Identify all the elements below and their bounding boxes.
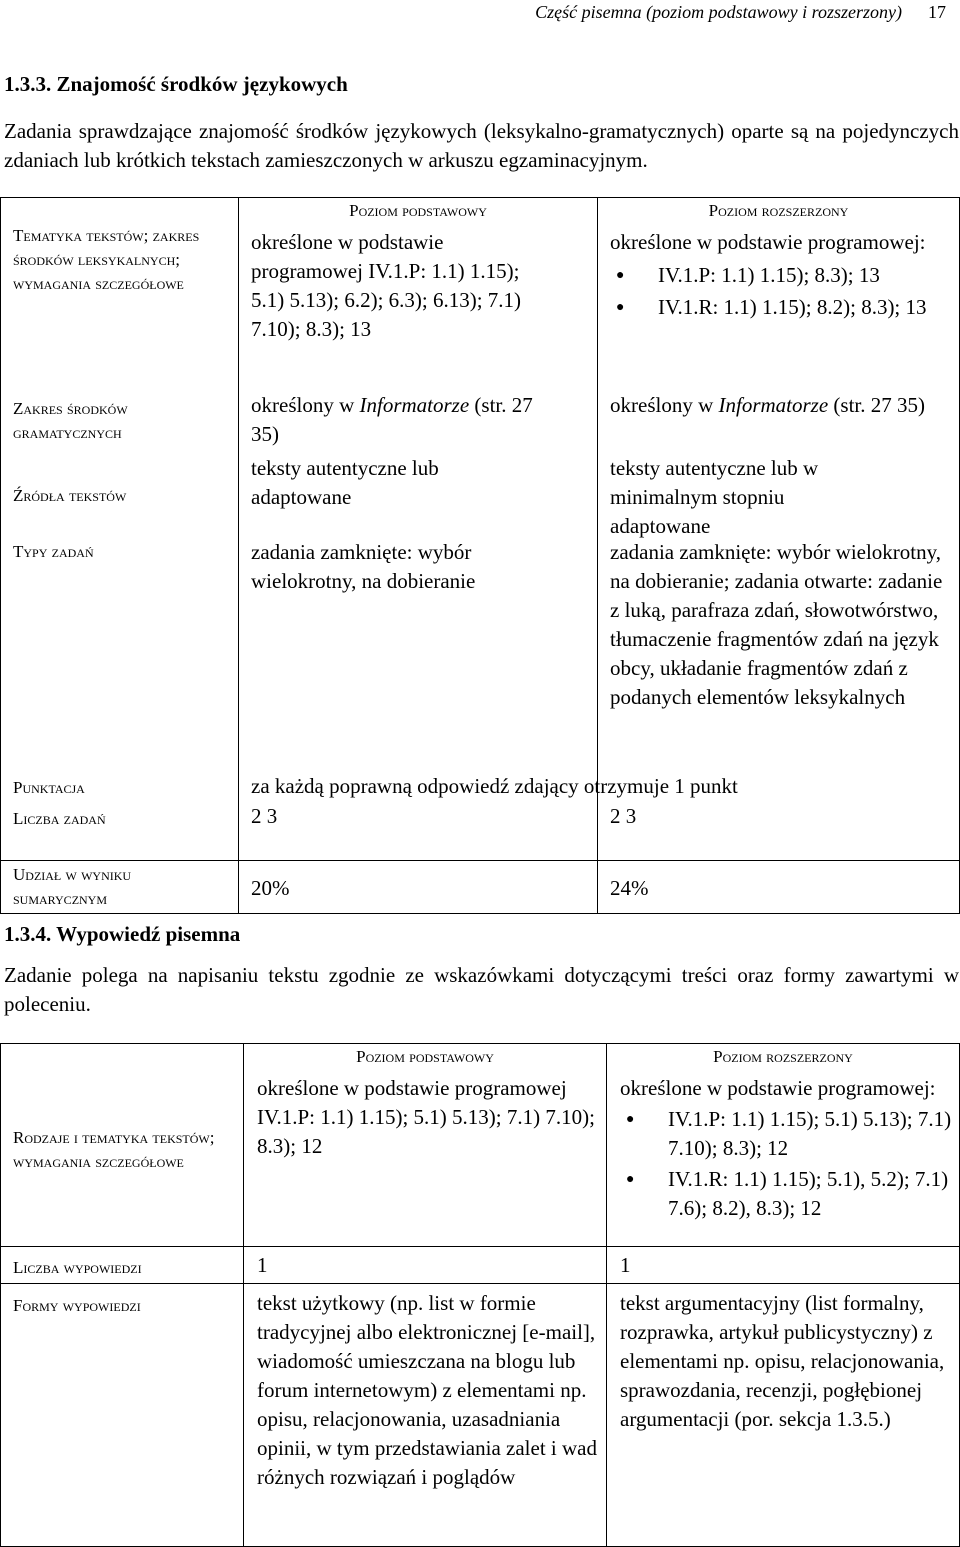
ext-tematyka-item: ● IV.1.P: 1.1) 1.15); 8.3); 13 xyxy=(610,261,950,290)
language-means-table xyxy=(0,197,960,914)
ext-zrodla: teksty autentyczne lub w minimalnym stopniu adaptowane xyxy=(610,456,819,538)
section-intro-1: Zadania sprawdzające znajomość środków językowych (leksykalno-gramatycznych) oparte są na pojedynczych zdaniach lub krótkich tekstach zamieszczonych w arkuszu egzaminacyjnym. xyxy=(4,119,959,172)
ext-typy: zadania zamknięte: wybór wielokrotny, na dobieranie; zadania otwarte: zadanie z luką, parafraza zdań, słowotwórstwo, tłumaczenie fragmentów zdań na język obcy, układanie fragmentów zdań z podanych elementów leksykalnych xyxy=(610,540,943,709)
basic-liczba-zadan: 2 3 xyxy=(251,804,278,828)
ext-tematyka-item: ● IV.1.R: 1.1) 1.15); 8.2); 8.3); 13 xyxy=(610,293,950,322)
label-rodzaje: Rodzaje i tematyka tekstów; wymagania szczegółowe xyxy=(13,1128,215,1171)
label-liczba-zadan: Liczba zadań xyxy=(13,809,106,828)
basic-tematyka: określone w podstawie programowej IV.1.P: 1.1) 1.15); 5.1) 5.13); 6.2); 6.3); 6.13); 7.1) 7.10); 8.3); 13 xyxy=(251,230,522,341)
section-title-1: 1.3.3. Znajomość środków językowych xyxy=(4,72,348,96)
ext-liczba-wypowiedzi: 1 xyxy=(620,1253,631,1277)
page-number: 17 xyxy=(928,2,946,22)
label-gramatyka: Zakres środków gramatycznych xyxy=(13,399,128,442)
ext-gramatyka: określony w Informatorze (str. 27 35) xyxy=(610,393,925,417)
writing-table xyxy=(0,1043,960,1547)
header-title: Część pisemna (poziom podstawowy i rozszerzony) xyxy=(535,2,902,22)
section-title-2: 1.3.4. Wypowiedź pisemna xyxy=(4,922,241,946)
ext-liczba-zadan: 2 3 xyxy=(610,804,637,828)
ext-rodzaje: określone w podstawie programowej: ● IV.1.P: 1.1) 1.15); 5.1) 5.13); 7.1) 7.10); 8.3); 12 ● IV.1.R: 1.1) 1.15); 5.1), 5.2); 7.1) 7.6); 8.2), 8.3); 12 xyxy=(620,1074,956,1223)
basic-gramatyka: określony w Informatorze (str. 27 35) xyxy=(251,393,533,446)
ext-rodzaje-item: ● IV.1.P: 1.1) 1.15); 5.1) 5.13); 7.1) 7.10); 8.3); 12 xyxy=(620,1105,956,1163)
running-header xyxy=(535,2,946,23)
section-intro-2: Zadanie polega na napisaniu tekstu zgodnie ze wskazówkami dotyczącymi treści oraz formy zawartymi w poleceniu. xyxy=(4,963,959,1016)
label-typy: Typy zadań xyxy=(13,542,94,561)
basic-rodzaje: określone w podstawie programowej IV.1.P: 1.1) 1.15); 5.1) 5.13); 7.1) 7.10); 8.3); 12 xyxy=(257,1076,595,1158)
basic-typy: zadania zamknięte: wybór wielokrotny, na dobieranie xyxy=(251,540,476,593)
header-extended: Poziom rozszerzony xyxy=(713,1047,853,1066)
ext-udzial: 24% xyxy=(610,876,649,900)
header-basic: Poziom podstawowy xyxy=(349,201,487,220)
basic-formy: tekst użytkowy (np. list w formie tradycyjnej albo elektronicznej [e-mail], wiadomość umieszczana na blogu lub forum internetowym) z elementami np. opisu, relacjonowania, uzasadniania opinii, w tym przedstawiania zalet i wad różnych rozwiązań i poglądów xyxy=(257,1291,597,1489)
label-tematyka: Tematyka tekstów; zakres środków leksykalnych; wymagania szczegółowe xyxy=(13,226,200,293)
header-basic: Poziom podstawowy xyxy=(356,1047,494,1066)
label-zrodla: Źródła tekstów xyxy=(13,486,127,505)
ext-formy: tekst argumentacyjny (list formalny, rozprawka, artykuł publicystyczny) z elementami np. opisu, relacjonowania, sprawozdania, recenzji, pogłębionej argumentacji (por. sekcja 1.3.5.) xyxy=(620,1291,945,1431)
label-punktacja: Punktacja xyxy=(13,778,85,797)
header-extended: Poziom rozszerzony xyxy=(708,201,849,220)
ext-tematyka: określone w podstawie programowej: ● IV.1.P: 1.1) 1.15); 8.3); 13 ● IV.1.R: 1.1) 1.15); 8.2); 8.3); 13 xyxy=(610,228,950,322)
punktacja-value: za każdą poprawną odpowiedź zdający otrzymuje 1 punkt xyxy=(251,774,738,798)
label-liczba-wypowiedzi: Liczba wypowiedzi xyxy=(13,1258,142,1277)
label-formy: Formy wypowiedzi xyxy=(13,1296,141,1315)
ext-rodzaje-item: ● IV.1.R: 1.1) 1.15); 5.1), 5.2); 7.1) 7.6); 8.2), 8.3); 12 xyxy=(620,1165,956,1223)
label-udzial: Udział w wyniku sumarycznym xyxy=(13,865,132,908)
basic-liczba-wypowiedzi: 1 xyxy=(257,1253,268,1277)
basic-udzial: 20% xyxy=(251,876,290,900)
basic-zrodla: teksty autentyczne lub adaptowane xyxy=(251,456,439,509)
